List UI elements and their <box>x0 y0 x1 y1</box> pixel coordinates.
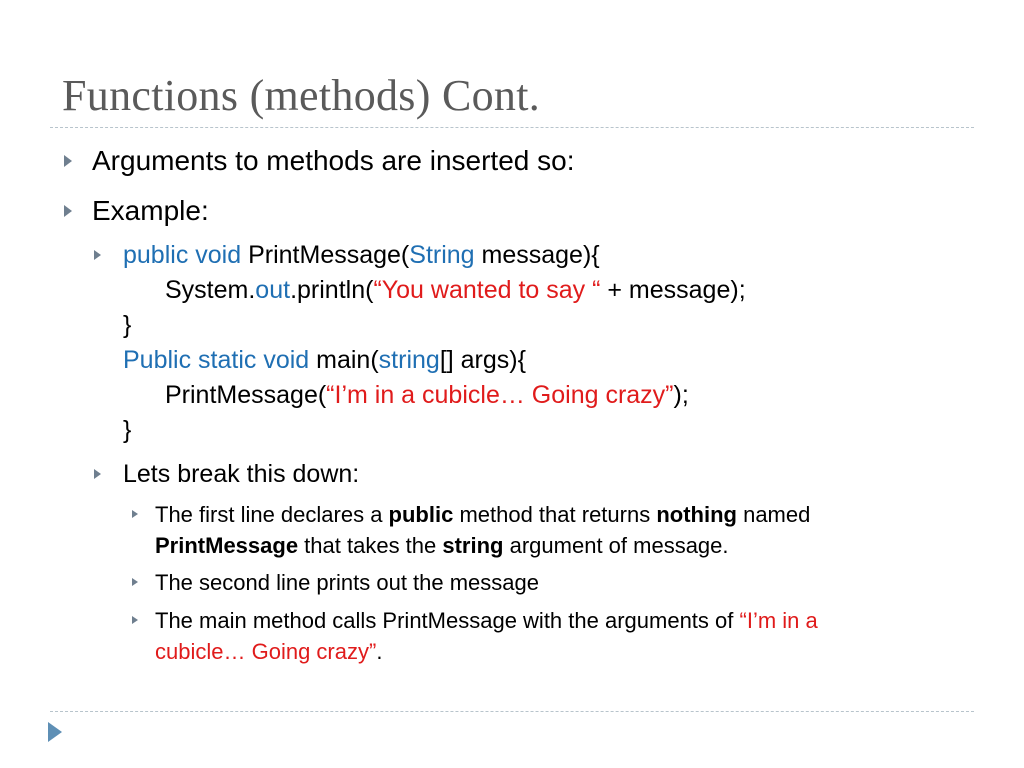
code-line-1 <box>123 241 600 270</box>
sub-text: The main method calls PrintMessage with the arguments of <box>155 608 734 633</box>
play-arrow-icon[interactable] <box>48 722 62 742</box>
sub-bold: public <box>388 502 454 527</box>
sub-bullet-1-line-1 <box>155 502 810 528</box>
code-text: message){ <box>474 241 600 269</box>
code-line-2 <box>165 276 746 305</box>
code-line-3: } <box>123 311 132 339</box>
code-text: System. <box>165 276 256 304</box>
sub-bullet-3-line-1 <box>155 608 818 634</box>
footer-divider <box>50 711 974 712</box>
slide-title: Functions (methods) Cont. <box>62 71 541 120</box>
code-type: string <box>378 346 440 374</box>
code-text: PrintMessage( <box>241 241 410 269</box>
code-line-6: } <box>123 416 132 444</box>
code-string: “You wanted to say “ <box>373 276 601 304</box>
triangle-bullet-icon <box>94 469 101 479</box>
code-string: “I’m in a cubicle… Going crazy” <box>326 381 674 409</box>
title-divider <box>50 127 974 128</box>
code-text: + message); <box>600 276 746 304</box>
sub-bold: PrintMessage <box>155 533 299 558</box>
sub-string: cubicle… Going crazy” <box>155 639 377 664</box>
sub-text: argument of message. <box>503 533 729 558</box>
sub-bullet-3-line-2 <box>155 639 382 665</box>
bullet-example: Example: <box>92 195 209 226</box>
code-text: ); <box>673 381 689 409</box>
bullet-arguments: Arguments to methods are inserted so: <box>92 145 575 176</box>
sub-bullet-1-line-2 <box>155 533 729 559</box>
code-keyword: public void <box>123 241 242 269</box>
triangle-bullet-icon <box>94 250 101 260</box>
code-keyword: Public static void <box>123 346 310 374</box>
sub-text: that takes the <box>298 533 443 558</box>
bullet-breakdown: Lets break this down: <box>123 460 360 488</box>
sub-bullet-2: The second line prints out the message <box>155 570 540 595</box>
code-text: PrintMessage( <box>165 381 327 409</box>
triangle-bullet-icon <box>132 616 138 624</box>
triangle-bullet-icon <box>132 510 138 518</box>
sub-text: . <box>376 639 383 664</box>
code-type: String <box>409 241 475 269</box>
sub-bold: nothing <box>656 502 737 527</box>
sub-string: “I’m in a <box>739 608 818 633</box>
triangle-bullet-icon <box>64 205 72 217</box>
code-text: .println( <box>290 276 374 304</box>
code-text: [] args){ <box>439 346 526 374</box>
code-line-5 <box>165 381 689 410</box>
code-keyword: out <box>255 276 291 304</box>
code-line-4 <box>123 346 526 375</box>
sub-text: method that returns <box>453 502 657 527</box>
triangle-bullet-icon <box>64 155 72 167</box>
sub-text: The first line declares a <box>155 502 389 527</box>
triangle-bullet-icon <box>132 578 138 586</box>
sub-bold: string <box>442 533 504 558</box>
code-text: main( <box>309 346 379 374</box>
sub-text: named <box>736 502 811 527</box>
